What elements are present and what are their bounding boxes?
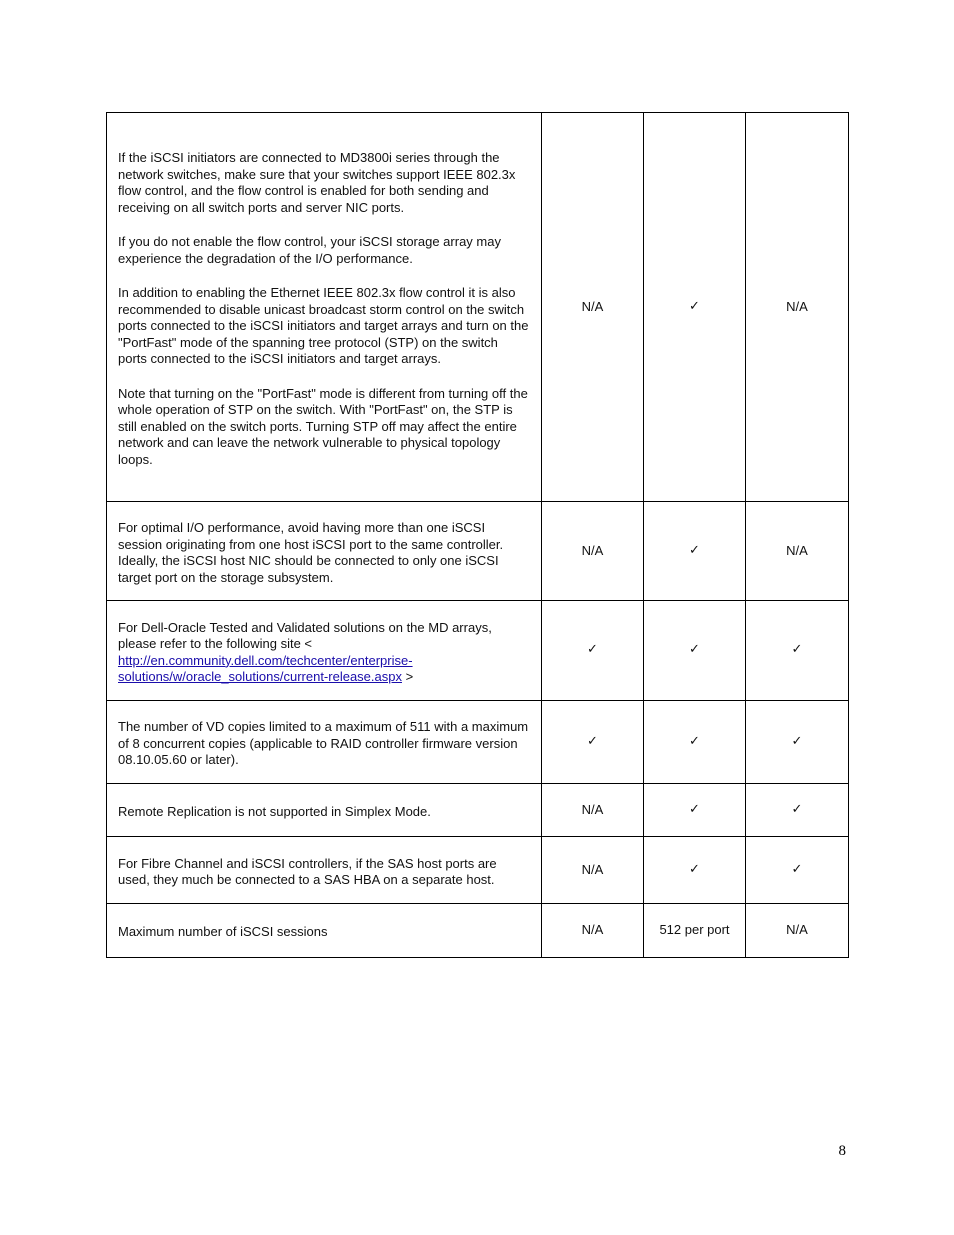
description-cell: For optimal I/O performance, avoid having more than one iSCSI session originating from one host iSCSI port to the same controller. Ideally, the iSCSI host NIC should be connected to only one iSCSI target port on the storage subsystem. — [107, 502, 542, 601]
table-row — [107, 113, 849, 502]
check-icon: ✓ — [644, 502, 746, 601]
table-row — [107, 701, 849, 784]
check-icon: ✓ — [746, 601, 849, 701]
check-icon: ✓ — [746, 784, 849, 837]
cell-text: > — [401, 669, 414, 684]
description-cell: For Fibre Channel and iSCSI controllers, if the SAS host ports are used, they much be connected to a SAS HBA on a separate host. — [107, 837, 542, 904]
paragraph: If the iSCSI initiators are connected to MD3800i series through the network switches, make sure that your switches support IEEE 802.3x flow control, and the flow control is enabled for both sending and receiving on all switch ports and server NIC ports. — [118, 150, 516, 215]
description-cell — [107, 113, 542, 502]
paragraph: Note that turning on the "PortFast" mode is different from turning off the whole operation of STP on the switch. With "PortFast" on, the STP is still enabled on the switch ports. Turning STP off may affect the entire network and can leave the network vulnerable to physical topology loops. — [118, 385, 528, 467]
value-cell: 512 per port — [644, 904, 746, 958]
value-cell: N/A — [542, 904, 644, 958]
description-cell — [107, 601, 542, 701]
check-icon: ✓ — [542, 601, 644, 701]
check-icon: ✓ — [644, 784, 746, 837]
value-cell: N/A — [746, 904, 849, 958]
table-row — [107, 784, 849, 837]
table-row — [107, 837, 849, 904]
check-icon: ✓ — [644, 837, 746, 904]
cell-text: For Dell-Oracle Tested and Validated solutions on the MD arrays, please refer to the following site < — [118, 619, 492, 651]
value-cell: N/A — [542, 502, 644, 601]
paragraph: If you do not enable the flow control, your iSCSI storage array may experience the degradation of the I/O performance. — [118, 234, 501, 266]
page-number: 8 — [838, 1143, 846, 1159]
description-cell: The number of VD copies limited to a maximum of 511 with a maximum of 8 concurrent copies (applicable to RAID controller firmware version 08.10.05.60 or later). — [107, 701, 542, 784]
table-row — [107, 601, 849, 701]
check-icon: ✓ — [746, 701, 849, 784]
description-cell: Remote Replication is not supported in Simplex Mode. — [107, 784, 542, 837]
value-cell: N/A — [746, 113, 849, 502]
check-icon: ✓ — [542, 701, 644, 784]
check-icon: ✓ — [644, 113, 746, 502]
value-cell: N/A — [542, 113, 644, 502]
value-cell: N/A — [542, 784, 644, 837]
description-cell: Maximum number of iSCSI sessions — [107, 904, 542, 958]
value-cell: N/A — [542, 837, 644, 904]
value-cell: N/A — [746, 502, 849, 601]
paragraph: In addition to enabling the Ethernet IEEE 802.3x flow control it is also recommended to disable unicast broadcast storm control on the switch ports connected to the iSCSI initiators and target arrays and turn on the "PortFast" mode of the spanning tree protocol (STP) on the switch ports connected to the iSCSI initiators and target arrays. — [118, 285, 529, 366]
table-row — [107, 502, 849, 601]
requirements-table — [106, 112, 849, 958]
table-row — [107, 904, 849, 958]
oracle-solutions-link[interactable]: http://en.community.dell.com/techcenter/enterprise-solutions/w/oracle_solutions/current-release.aspx — [118, 652, 413, 684]
check-icon: ✓ — [746, 837, 849, 904]
check-icon: ✓ — [644, 701, 746, 784]
check-icon: ✓ — [644, 601, 746, 701]
